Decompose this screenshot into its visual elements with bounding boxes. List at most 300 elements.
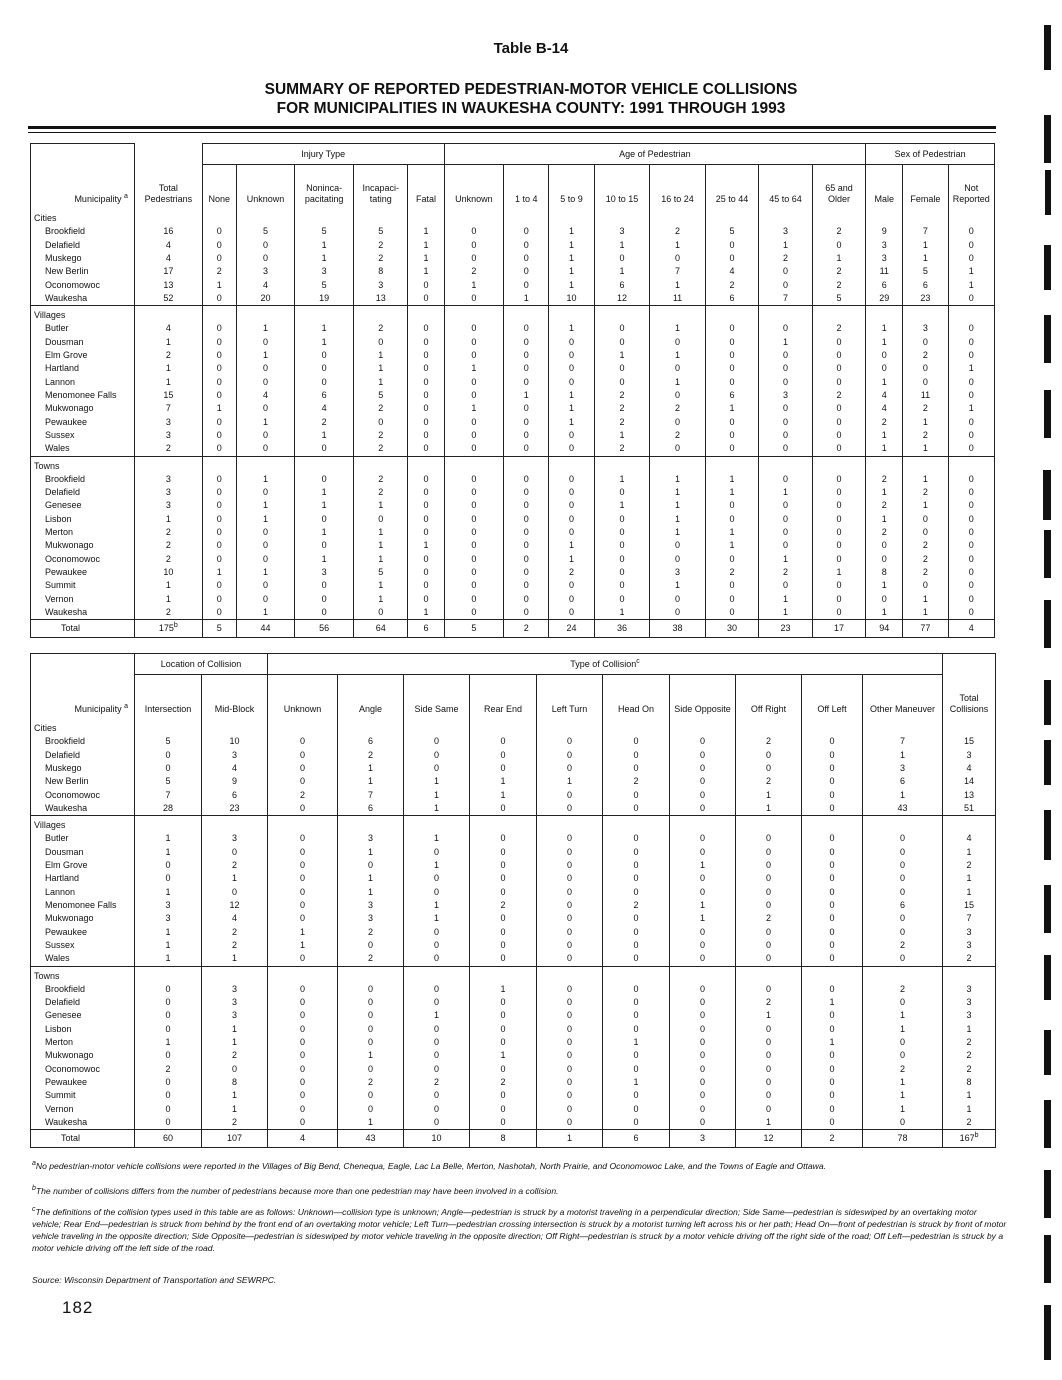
table-cell: 8: [866, 566, 903, 579]
table-cell: 0: [603, 1009, 670, 1022]
blank-cell: [338, 966, 404, 983]
table-cell: 13: [353, 292, 408, 306]
blank-cell: [866, 306, 903, 323]
table-cell: 0: [759, 513, 812, 526]
total-value: 2: [829, 1133, 835, 1144]
table-cell: 1: [408, 225, 444, 238]
table-cell: 0: [202, 885, 268, 898]
blank-cell: [863, 718, 943, 735]
table-cell: 0: [444, 252, 504, 265]
table-cell: 0: [549, 375, 594, 388]
table-cell: 0: [948, 473, 994, 486]
blank-cell: [549, 456, 594, 473]
table-cell: 1: [903, 473, 948, 486]
section-label-cities: Cities: [31, 208, 135, 225]
table-cell: 0: [295, 442, 354, 456]
table-cell: 1: [948, 362, 994, 375]
table-cell: 0: [338, 1009, 404, 1022]
total-value: 12: [763, 1133, 774, 1144]
table-cell: 0: [759, 265, 812, 278]
municipality-name: Lannon: [31, 885, 135, 898]
table-cell: 0: [705, 322, 758, 335]
blank-cell: [338, 718, 404, 735]
total-cell: [353, 620, 408, 638]
table-cell: 1: [353, 526, 408, 539]
table-cell: 2: [943, 1063, 996, 1076]
total-value: 56: [319, 623, 330, 634]
table-cell: 15: [943, 899, 996, 912]
table-row: [31, 499, 995, 512]
table-cell: 1: [295, 486, 354, 499]
table-cell: 1: [549, 402, 594, 415]
table-cell: 1: [943, 885, 996, 898]
table-cell: 6: [866, 278, 903, 291]
table-cell: 0: [736, 952, 802, 966]
table-row: [31, 845, 996, 858]
table-cell: 1: [353, 593, 408, 606]
table-cell: 0: [408, 513, 444, 526]
table-cell: 0: [353, 606, 408, 620]
blank-cell: [866, 208, 903, 225]
table-cell: 2: [353, 238, 408, 251]
table-cell: 0: [470, 1023, 537, 1036]
total-value: 107: [226, 1133, 243, 1144]
total-value: 2: [523, 623, 529, 634]
table-cell: 0: [650, 362, 706, 375]
table-cell: 0: [812, 553, 866, 566]
municipality-name: Waukesha: [31, 292, 135, 306]
blank-cell: [135, 966, 202, 983]
col-age-45-64: 45 to 64: [759, 165, 812, 209]
table-cell: 0: [268, 1049, 338, 1062]
table2-body: [31, 718, 996, 1148]
table-cell: 0: [338, 1036, 404, 1049]
table-cell: 0: [802, 1049, 863, 1062]
table-cell: 1: [863, 1023, 943, 1036]
footnote-c-mark: c: [32, 1206, 36, 1214]
table-cell: 1: [268, 925, 338, 938]
table-cell: 0: [444, 606, 504, 620]
table-cell: 0: [670, 925, 736, 938]
table-cell: 1: [866, 322, 903, 335]
total-cell: [549, 620, 594, 638]
table-cell: 0: [537, 1089, 603, 1102]
table-cell: 0: [537, 788, 603, 801]
table-cell: 4: [943, 762, 996, 775]
blank-cell: [863, 966, 943, 983]
table-cell: 0: [670, 775, 736, 788]
table-cell: 1: [866, 442, 903, 456]
table-cell: 0: [404, 748, 470, 761]
table-cell: 2: [903, 539, 948, 552]
table-cell: 1: [134, 375, 202, 388]
table-title-line-2: FOR MUNICIPALITIES IN WAUKESHA COUNTY: 1991 THROUGH 1993: [276, 100, 786, 117]
table-row: [31, 952, 996, 966]
table-cell: 6: [705, 292, 758, 306]
table-cell: 0: [268, 1009, 338, 1022]
group-age: Age of Pedestrian: [444, 144, 866, 165]
table-cell: 0: [408, 486, 444, 499]
table-cell: 1: [338, 1116, 404, 1130]
table-row: [31, 415, 995, 428]
table-cell: 0: [504, 553, 549, 566]
table-cell: 0: [338, 983, 404, 996]
table-cell: 0: [202, 362, 236, 375]
table-cell: 0: [295, 375, 354, 388]
blank-cell: [470, 718, 537, 735]
page-number: 182: [62, 1298, 94, 1317]
table-cell: 1: [650, 322, 706, 335]
table-cell: 3: [338, 912, 404, 925]
total-cell: [202, 620, 236, 638]
table-cell: 0: [948, 499, 994, 512]
table-cell: 2: [134, 349, 202, 362]
table-cell: 0: [863, 1049, 943, 1062]
table-cell: 0: [404, 845, 470, 858]
table-cell: 10: [549, 292, 594, 306]
table-cell: 19: [295, 292, 354, 306]
table-cell: 0: [408, 526, 444, 539]
table-cell: 0: [802, 775, 863, 788]
table-cell: 0: [650, 539, 706, 552]
table-cell: 1: [134, 362, 202, 375]
blank-cell: [134, 208, 202, 225]
table-cell: 0: [202, 606, 236, 620]
table-cell: 12: [594, 292, 650, 306]
table-cell: 0: [537, 748, 603, 761]
blank-cell: [943, 816, 996, 833]
table-cell: 1: [338, 762, 404, 775]
total-cell: [295, 620, 354, 638]
table-cell: 2: [444, 265, 504, 278]
table-cell: 1: [295, 322, 354, 335]
table-cell: 1: [705, 473, 758, 486]
blank-cell: [903, 208, 948, 225]
table-cell: 0: [863, 996, 943, 1009]
blank-cell: [903, 456, 948, 473]
table-cell: 1: [236, 349, 295, 362]
table-cell: 0: [670, 939, 736, 952]
table-cell: 1: [202, 566, 236, 579]
table-cell: 0: [948, 553, 994, 566]
table-cell: 7: [650, 265, 706, 278]
table-cell: 0: [268, 832, 338, 845]
table-cell: 0: [236, 526, 295, 539]
table-cell: 1: [408, 238, 444, 251]
blank-cell: [408, 208, 444, 225]
table-cell: 1: [353, 499, 408, 512]
table-cell: 3: [202, 832, 268, 845]
table-cell: 2: [812, 278, 866, 291]
table-cell: 0: [802, 788, 863, 801]
table-cell: 17: [134, 265, 202, 278]
footnote-c-text: The definitions of the collision types used in this table are as follows: Unknown—collision type is unknown; Angle—pedestrian is struck by a motorist traveling in a perpendicular direction; Side Same—pedestrian is sideswiped by an overtaking motor vehicle; Rear End—pedestrian is struck from behind by the front end of an overtaking motor vehicle; Left Turn—pedestrian crossing intersection is struck by a motorist turning left across his or her path; Head On—front of pedestrian is struck by front of motor vehicle traveling in the opposite direction; Side Opposite—pedestrian is sideswiped by motor vehicle traveling in the opposite direction; Off Right—pedestrian is struck by a motor vehicle driving off the right side of the road; Off Left—pedestrian is struck by a motor vehicle driving off the left side of the road.: [32, 1207, 1007, 1253]
table-cell: 0: [736, 859, 802, 872]
table-cell: 0: [268, 1089, 338, 1102]
table-cell: 0: [236, 539, 295, 552]
total-row: [31, 620, 995, 638]
table-row: [31, 278, 995, 291]
table-cell: 1: [736, 1009, 802, 1022]
table-cell: 1: [404, 832, 470, 845]
table-cell: 0: [802, 939, 863, 952]
table-cell: 5: [135, 775, 202, 788]
table-cell: 1: [549, 553, 594, 566]
table-cell: 0: [470, 885, 537, 898]
table-cell: 1: [549, 278, 594, 291]
total-value: 44: [260, 623, 271, 634]
municipality-name: Brookfield: [31, 225, 135, 238]
blank-cell: [802, 816, 863, 833]
municipality-name: Dousman: [31, 845, 135, 858]
municipality-name: Elm Grove: [31, 859, 135, 872]
table-title: [0, 80, 1062, 118]
table-cell: 3: [943, 939, 996, 952]
table-cell: 0: [504, 415, 549, 428]
table-cell: 2: [353, 402, 408, 415]
table-cell: 0: [549, 473, 594, 486]
table-cell: 1: [236, 606, 295, 620]
table-cell: 0: [135, 1089, 202, 1102]
total-value: 5: [216, 623, 222, 634]
table-cell: 2: [650, 429, 706, 442]
table-cell: 1: [504, 389, 549, 402]
table-cell: 0: [948, 539, 994, 552]
table-cell: 1: [470, 1049, 537, 1062]
table-cell: 0: [268, 735, 338, 748]
table-cell: 4: [943, 832, 996, 845]
table-cell: 4: [134, 322, 202, 335]
blank-cell: [268, 718, 338, 735]
total-value: 1: [566, 1133, 572, 1144]
table-cell: 0: [444, 526, 504, 539]
page-title: Table B-14: [493, 40, 569, 57]
total-value: 36: [616, 623, 627, 634]
table-cell: 0: [948, 322, 994, 335]
table-cell: 0: [537, 1116, 603, 1130]
table-cell: 2: [943, 952, 996, 966]
footnote-b-text: The number of collisions differs from the number of pedestrians because more than one pedestrian may have been involved in a collision.: [35, 1186, 559, 1196]
table-cell: 0: [408, 415, 444, 428]
blank-cell: [268, 816, 338, 833]
table-cell: 0: [736, 832, 802, 845]
table-cell: 1: [295, 499, 354, 512]
total-value: 5: [471, 623, 477, 634]
total-value: 6: [423, 623, 429, 634]
table-cell: 23: [202, 802, 268, 816]
table-cell: 0: [759, 539, 812, 552]
municipality-name: Lisbon: [31, 513, 135, 526]
table-cell: 51: [943, 802, 996, 816]
table-cell: 15: [943, 735, 996, 748]
total-cell: [603, 1130, 670, 1148]
section-header-row: [31, 966, 996, 983]
table-cell: 0: [705, 349, 758, 362]
municipality-name: Pewaukee: [31, 1076, 135, 1089]
table-cell: 0: [603, 925, 670, 938]
municipality-name: Oconomowoc: [31, 553, 135, 566]
blank-cell: [504, 306, 549, 323]
table-cell: 2: [603, 775, 670, 788]
table-cell: 0: [444, 238, 504, 251]
table-row: [31, 912, 996, 925]
table-cell: 0: [408, 322, 444, 335]
table-cell: 1: [338, 775, 404, 788]
table-cell: 0: [670, 735, 736, 748]
table-cell: 3: [135, 899, 202, 912]
table-cell: 0: [338, 1089, 404, 1102]
table-cell: 0: [202, 486, 236, 499]
municipality-name: Wales: [31, 952, 135, 966]
col-total-pedestrians: Total Pedestrians: [134, 144, 202, 209]
table-cell: 2: [903, 566, 948, 579]
table-cell: 0: [444, 513, 504, 526]
table-cell: 1: [202, 1023, 268, 1036]
table-cell: 1: [295, 553, 354, 566]
table-cell: 2: [650, 225, 706, 238]
table-cell: 0: [736, 899, 802, 912]
table-cell: 0: [863, 1116, 943, 1130]
table-cell: 0: [736, 1063, 802, 1076]
table-cell: 1: [135, 845, 202, 858]
col-side-opposite: Side Opposite: [670, 675, 736, 719]
table-cell: 5: [135, 735, 202, 748]
table-cell: 6: [705, 389, 758, 402]
table-cell: 0: [338, 939, 404, 952]
table-cell: 3: [353, 278, 408, 291]
table-cell: 0: [603, 1089, 670, 1102]
table-cell: 1: [408, 606, 444, 620]
table-cell: 2: [202, 859, 268, 872]
table-cell: 0: [408, 442, 444, 456]
table-cell: 0: [603, 1063, 670, 1076]
table-cell: 4: [134, 252, 202, 265]
table-cell: 0: [594, 593, 650, 606]
table-cell: 1: [470, 983, 537, 996]
table-row: [31, 362, 995, 375]
table-cell: 0: [603, 1049, 670, 1062]
municipality-name: Delafield: [31, 486, 135, 499]
table-cell: 5: [812, 292, 866, 306]
table-cell: 1: [404, 912, 470, 925]
table-cell: 3: [338, 899, 404, 912]
table-cell: 0: [549, 486, 594, 499]
table-cell: 0: [802, 925, 863, 938]
table-cell: 0: [470, 912, 537, 925]
blank-cell: [408, 456, 444, 473]
table-cell: 2: [202, 1116, 268, 1130]
table-cell: 6: [863, 775, 943, 788]
table-cell: 0: [202, 526, 236, 539]
table-cell: 0: [268, 1076, 338, 1089]
table-cell: 1: [549, 389, 594, 402]
municipality-name: New Berlin: [31, 775, 135, 788]
col-none: None: [202, 165, 236, 209]
table-cell: 0: [594, 579, 650, 592]
total-value: 77: [920, 623, 931, 634]
table-cell: 0: [504, 442, 549, 456]
table-cell: 0: [812, 442, 866, 456]
table-cell: 0: [594, 513, 650, 526]
table-cell: 1: [236, 513, 295, 526]
section-header-row: [31, 208, 995, 225]
table-cell: 0: [812, 349, 866, 362]
municipality-name: Lisbon: [31, 1023, 135, 1036]
pedestrian-injury-age-sex-table: [30, 143, 995, 638]
table-cell: 0: [948, 225, 994, 238]
table-row: [31, 925, 996, 938]
table-cell: 0: [504, 278, 549, 291]
table-cell: 0: [504, 579, 549, 592]
table-cell: 0: [444, 415, 504, 428]
table-row: [31, 1063, 996, 1076]
table-cell: 0: [537, 802, 603, 816]
table-cell: 0: [268, 1103, 338, 1116]
table-cell: 0: [408, 473, 444, 486]
table-cell: 0: [295, 579, 354, 592]
table-cell: 0: [404, 872, 470, 885]
table-cell: 0: [812, 606, 866, 620]
table-cell: 0: [504, 429, 549, 442]
table-cell: 0: [759, 499, 812, 512]
total-cell: [470, 1130, 537, 1148]
table-cell: 3: [134, 429, 202, 442]
table-cell: 0: [802, 802, 863, 816]
table-cell: 1: [759, 335, 812, 348]
table-cell: 3: [202, 1009, 268, 1022]
table-cell: 0: [470, 925, 537, 938]
table-cell: 3: [866, 238, 903, 251]
table-cell: 0: [135, 762, 202, 775]
table-cell: 0: [236, 402, 295, 415]
col-age-1-4: 1 to 4: [504, 165, 549, 209]
table-row: [31, 335, 995, 348]
total-cell: [135, 1130, 202, 1148]
table-cell: 7: [759, 292, 812, 306]
blank-cell: [650, 306, 706, 323]
table-cell: 0: [736, 1023, 802, 1036]
table-row: [31, 983, 996, 996]
municipality-name: Pewaukee: [31, 566, 135, 579]
table-cell: 0: [236, 593, 295, 606]
table-cell: 0: [594, 362, 650, 375]
table-cell: 20: [236, 292, 295, 306]
total-cell: [670, 1130, 736, 1148]
table-cell: 0: [338, 1103, 404, 1116]
table-cell: 0: [670, 788, 736, 801]
table-cell: 0: [802, 899, 863, 912]
table-cell: 6: [903, 278, 948, 291]
table-cell: 2: [202, 1049, 268, 1062]
table-cell: 0: [470, 1063, 537, 1076]
table-cell: 0: [670, 1049, 736, 1062]
table-cell: 1: [866, 375, 903, 388]
table-cell: 1: [549, 238, 594, 251]
table-cell: 0: [295, 473, 354, 486]
table-cell: 0: [537, 899, 603, 912]
blank-cell: [404, 816, 470, 833]
table-cell: 0: [705, 593, 758, 606]
table-cell: 2: [202, 925, 268, 938]
table-cell: 1: [404, 788, 470, 801]
table-cell: 0: [202, 442, 236, 456]
table-cell: 2: [736, 775, 802, 788]
blank-cell: [408, 306, 444, 323]
blank-cell: [759, 208, 812, 225]
table-cell: 0: [353, 513, 408, 526]
title-rule-thick: [28, 126, 996, 129]
blank-cell: [603, 718, 670, 735]
